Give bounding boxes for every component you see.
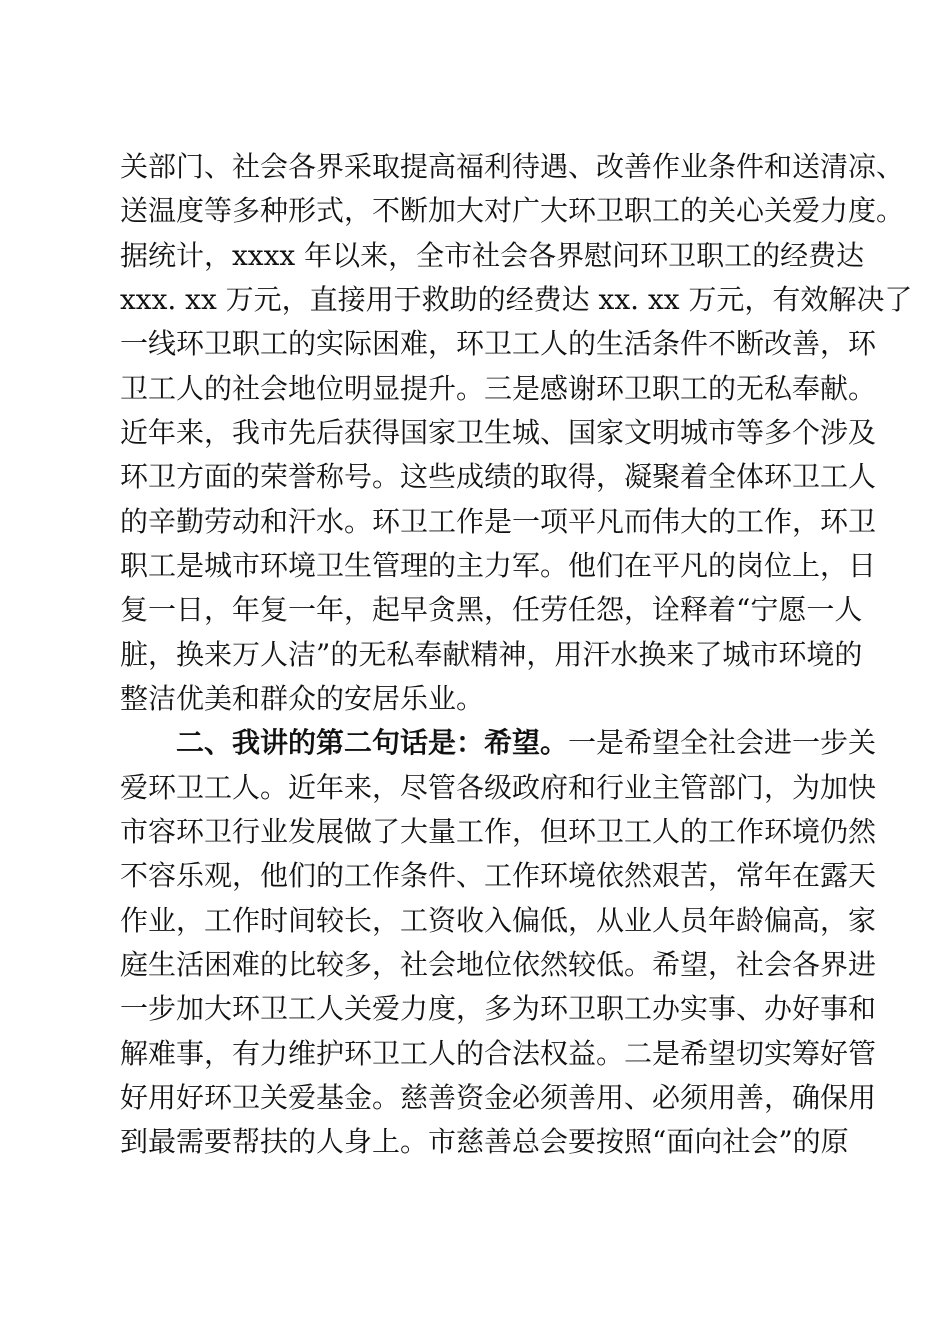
text-line: 复一日，年复一年，起早贪黑，任劳任怨，诠释着“宁愿一人	[120, 593, 863, 626]
text-line: 庭生活困难的比较多，社会地位依然较低。希望，社会各界进	[120, 948, 877, 981]
text-line: 脏，换来万人洁”的无私奉献精神，用汗水换来了城市环境的	[120, 638, 863, 671]
text-line: 据统计，xxxx 年以来，全市社会各界慰问环卫职工的经费达	[120, 239, 865, 272]
text-line: 近年来，我市先后获得国家卫生城、国家文明城市等多个涉及	[120, 416, 877, 449]
text-line: 整洁优美和群众的安居乐业。	[120, 682, 485, 715]
text-line: 不容乐观，他们的工作条件、工作环境依然艰苦，常年在露天	[120, 859, 877, 892]
text-line: 卫工人的社会地位明显提升。三是感谢环卫职工的无私奉献。	[120, 372, 877, 405]
text-line: 市容环卫行业发展做了大量工作，但环卫工人的工作环境仍然	[120, 815, 877, 848]
text-line: 关部门、社会各界采取提高福利待遇、改善作业条件和送清凉、	[120, 150, 905, 183]
text-line: 好用好环卫关爱基金。慈善资金必须善用、必须用善，确保用	[120, 1081, 877, 1114]
text-line: 一步加大环卫工人关爱力度，多为环卫职工办实事、办好事和	[120, 992, 877, 1025]
text-line: 解难事，有力维护环卫工人的合法权益。二是希望切实筹好管	[120, 1037, 877, 1070]
section-heading: 二、我讲的第二句话是：希望。	[176, 726, 569, 759]
text-line: 作业，工作时间较长，工资收入偏低，从业人员年龄偏高，家	[120, 904, 877, 937]
text-line: 一线环卫职工的实际困难，环卫工人的生活条件不断改善，环	[120, 327, 877, 360]
paragraph-text: 一是希望全社会进一步关	[568, 726, 877, 759]
text-line: 职工是城市环境卫生管理的主力军。他们在平凡的岗位上，日	[120, 549, 877, 582]
text-line: 的辛勤劳动和汗水。环卫工作是一项平凡而伟大的工作，环卫	[120, 505, 877, 538]
section-heading-line	[176, 723, 877, 763]
text-line: 到最需要帮扶的人身上。市慈善总会要按照“面向社会”的原	[120, 1125, 849, 1158]
text-line: 送温度等多种形式，不断加大对广大环卫职工的关心关爱力度。	[120, 194, 905, 227]
text-line: 爱环卫工人。近年来，尽管各级政府和行业主管部门，为加快	[120, 771, 877, 804]
text-line: 环卫方面的荣誉称号。这些成绩的取得，凝聚着全体环卫工人	[120, 460, 877, 493]
text-line: xxx. xx 万元，直接用于救助的经费达 xx. xx 万元，有效解决了	[120, 283, 913, 316]
